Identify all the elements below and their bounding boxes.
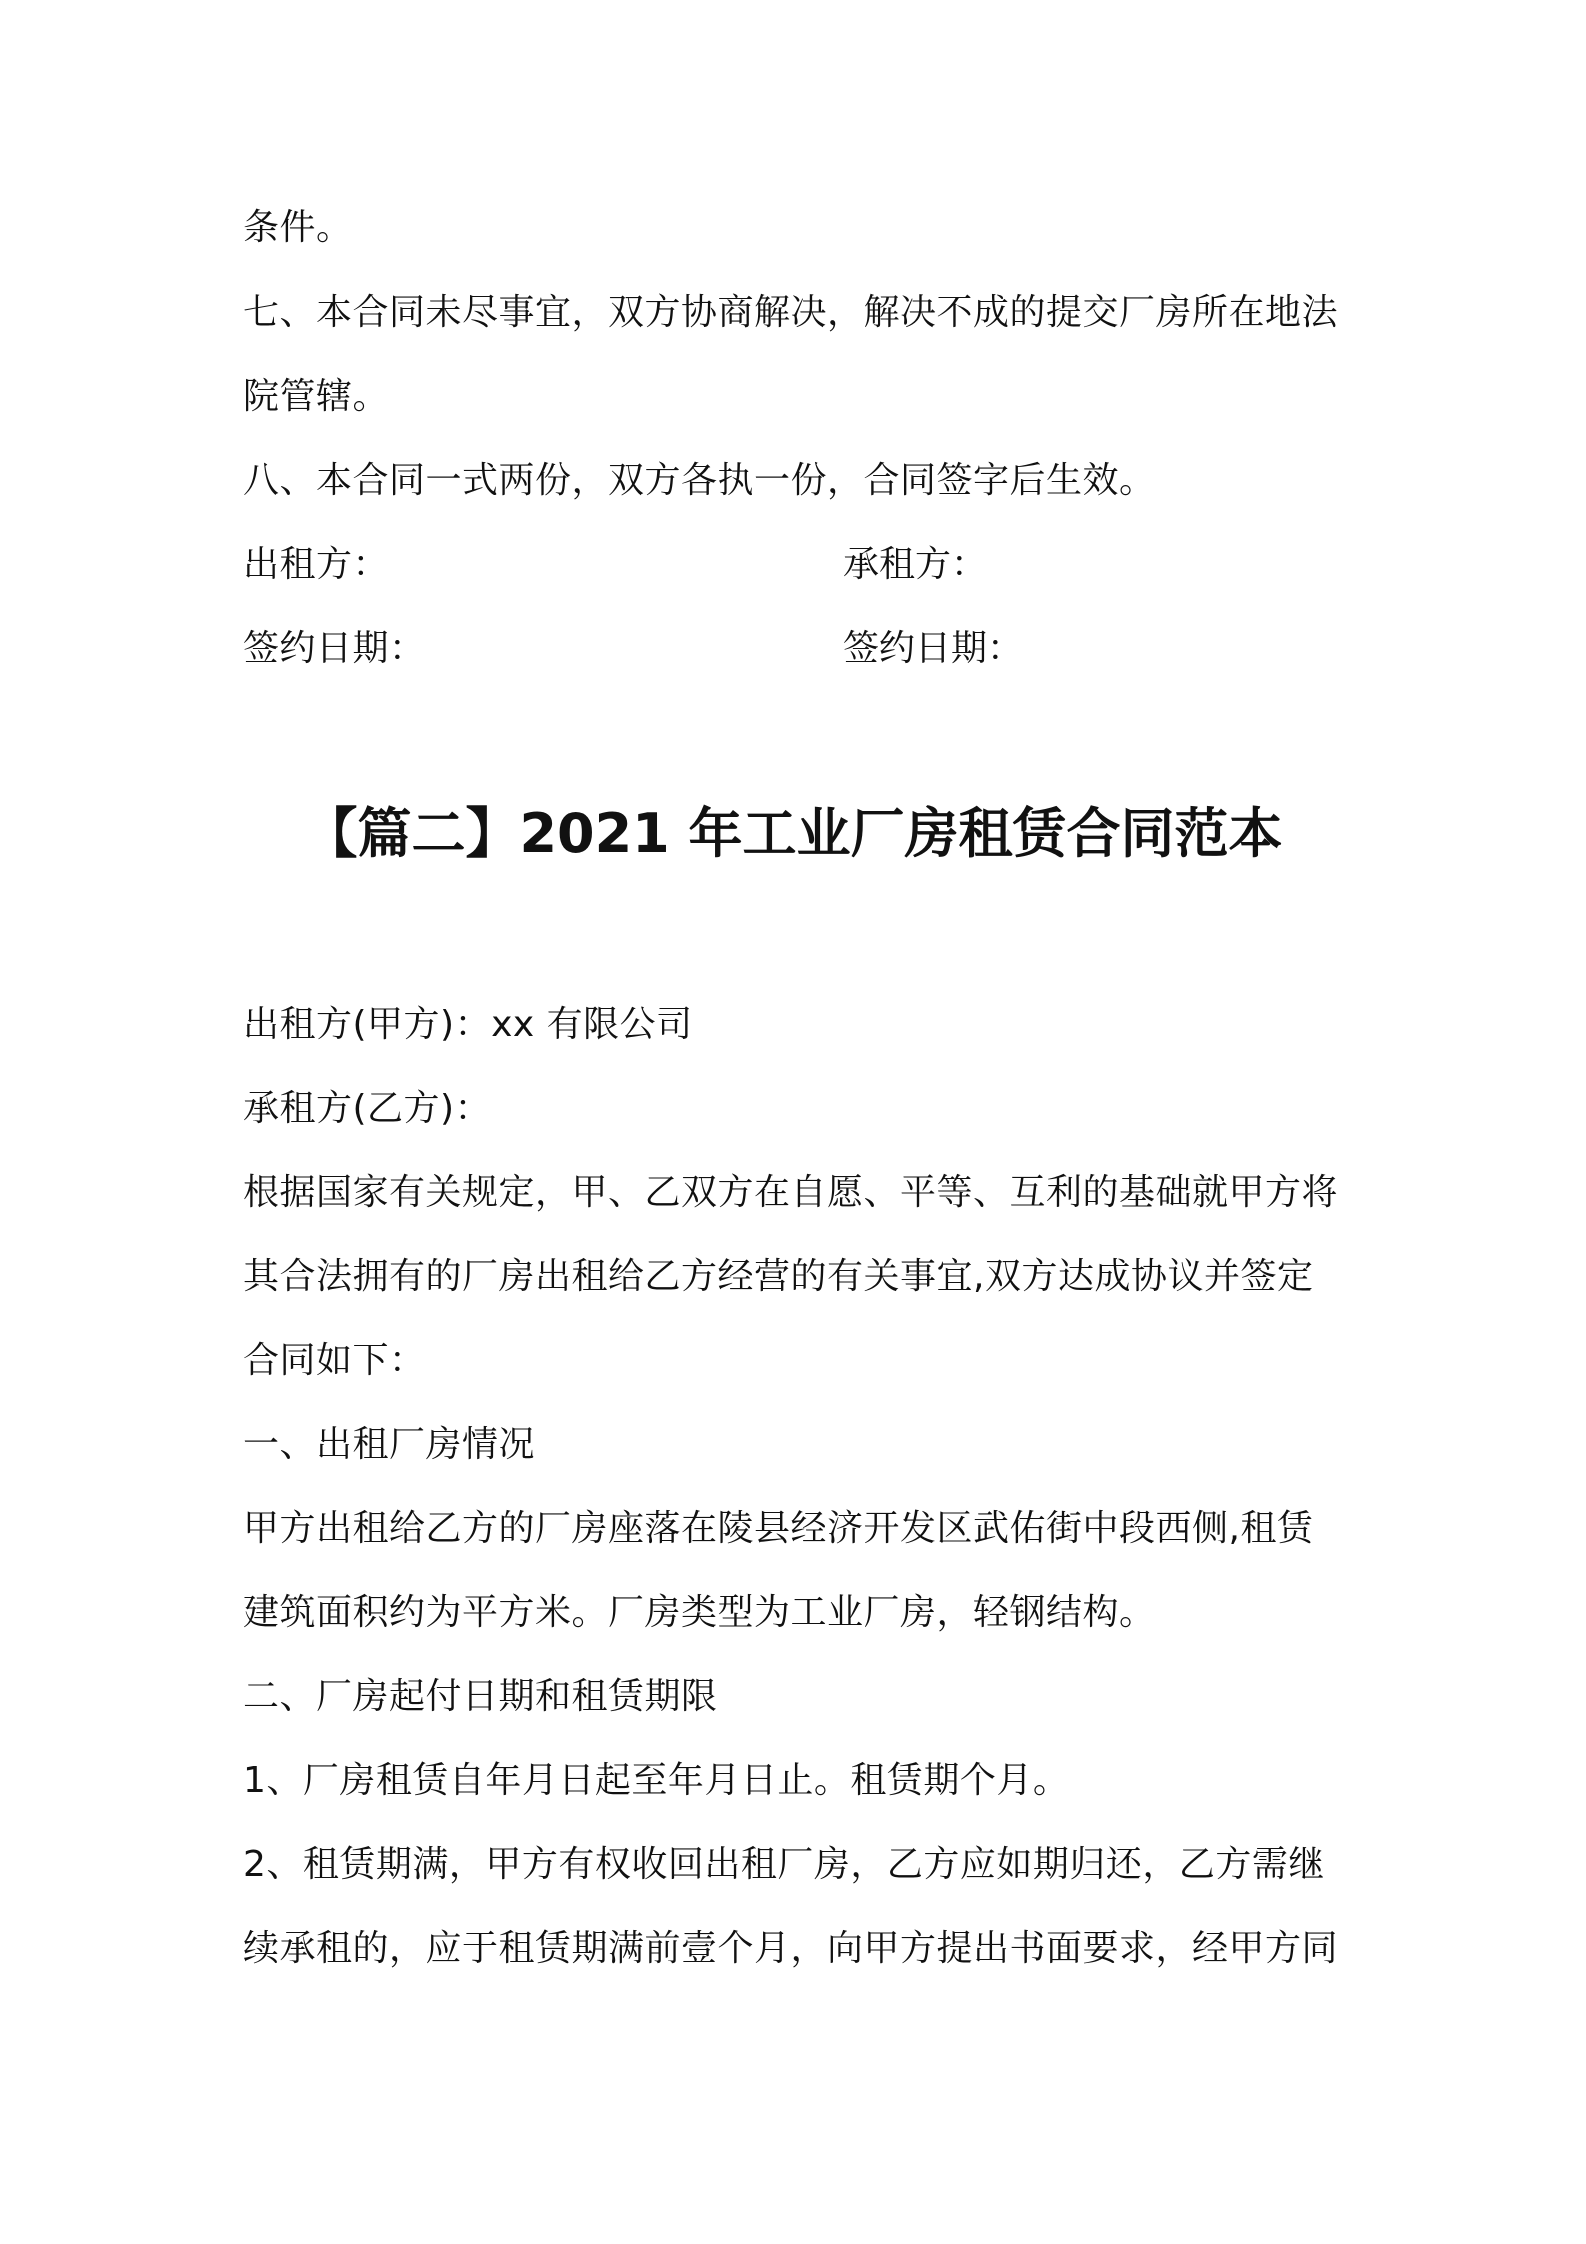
section-1-heading: 一、出租厂房情况 (243, 1424, 536, 1465)
section-1-line-2: 建筑面积约为平方米。厂房类型为工业厂房，轻钢结构。 (243, 1592, 1156, 1633)
lessee-date-label: 签约日期： (843, 628, 1024, 669)
lessor-signature-label: 出租方： (243, 544, 390, 585)
clause-7-line-1: 七、本合同未尽事宜，双方协商解决，解决不成的提交厂房所在地法 (243, 292, 1339, 333)
preamble-line-2: 其合法拥有的厂房出租给乙方经营的有关事宜,双方达成协议并签定 (243, 1256, 1314, 1297)
preamble-line-3: 合同如下： (243, 1340, 426, 1381)
lessor-date-label: 签约日期： (243, 628, 426, 669)
party-a: 出租方(甲方)：xx 有限公司 (243, 1004, 693, 1045)
continuation-text: 条件。 (243, 207, 353, 248)
section-1-line-1: 甲方出租给乙方的厂房座落在陵县经济开发区武佑街中段西侧,租赁 (243, 1508, 1314, 1549)
section-title: 【篇二】2021 年工业厂房租赁合同范本 (303, 802, 1283, 865)
section-2-item-1: 1、厂房租赁自年月日起至年月日止。租赁期个月。 (243, 1760, 1070, 1801)
section-2-heading: 二、厂房起付日期和租赁期限 (243, 1676, 718, 1717)
clause-7-line-2: 院管辖。 (243, 376, 390, 417)
lessee-signature-label: 承租方： (843, 544, 988, 585)
clause-8: 八、本合同一式两份，双方各执一份，合同签字后生效。 (243, 460, 1156, 501)
section-2-item-2-line-1: 2、租赁期满，甲方有权收回出租厂房，乙方应如期归还，乙方需继 (243, 1844, 1325, 1885)
section-2-item-2-line-2: 续承租的，应于租赁期满前壹个月，向甲方提出书面要求，经甲方同 (243, 1928, 1339, 1969)
preamble-line-1: 根据国家有关规定，甲、乙双方在自愿、平等、互利的基础就甲方将 (243, 1172, 1339, 1213)
party-b: 承租方(乙方)： (243, 1088, 492, 1129)
